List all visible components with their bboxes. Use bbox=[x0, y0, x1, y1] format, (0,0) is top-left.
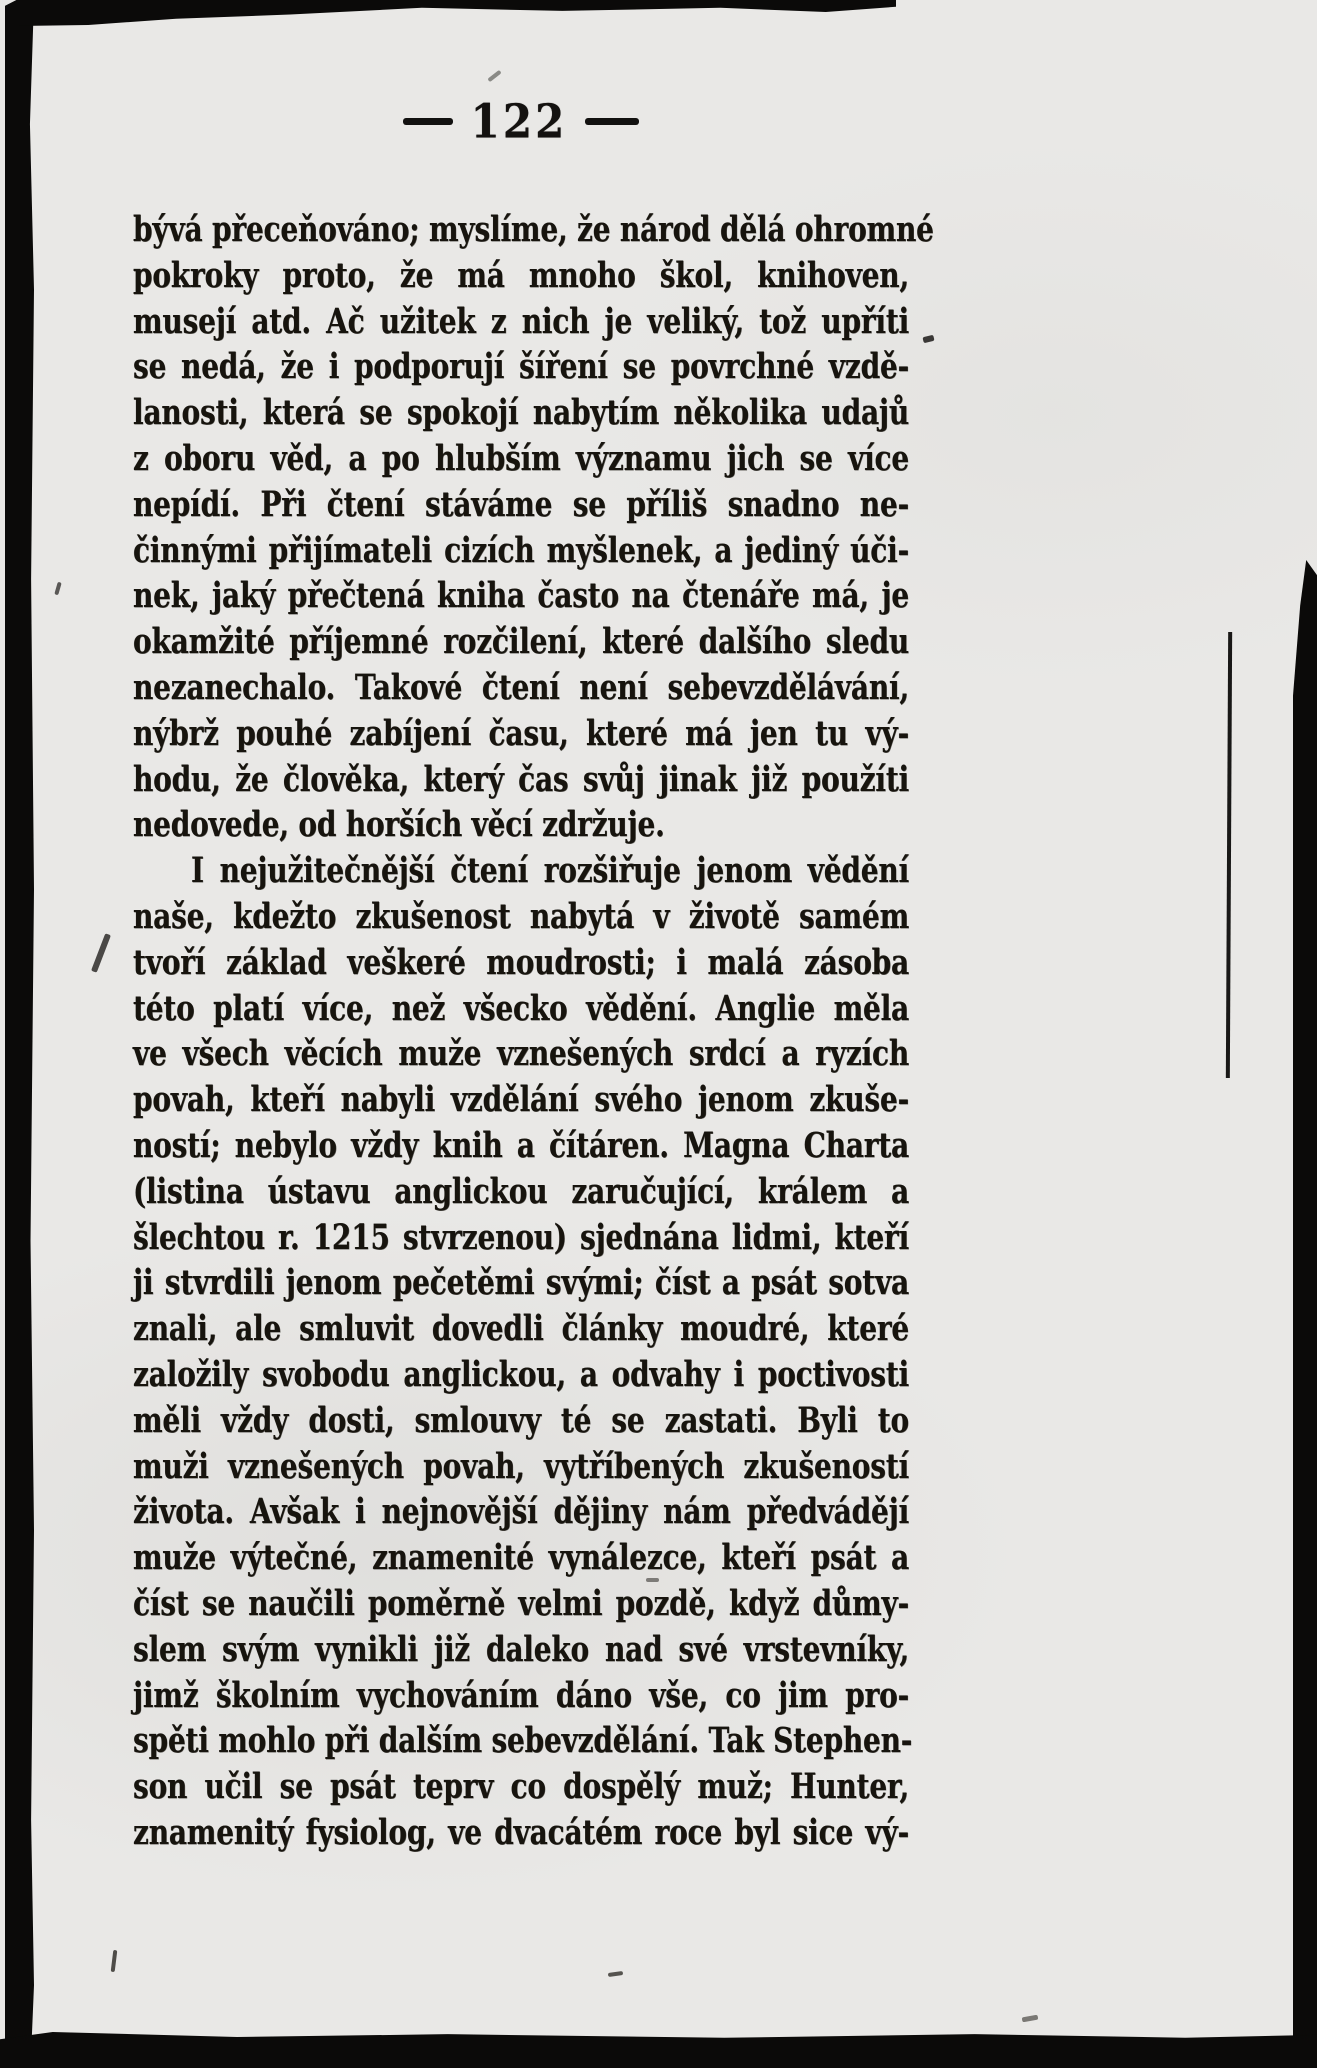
text-line: tvoří základ veškeré moudrosti; i malá zásoba bbox=[133, 942, 909, 983]
text-line: povah, kteří nabyli vzdělání svého jenom zkuše- bbox=[133, 1079, 909, 1120]
text-line: hodu, že člověka, který čas svůj jinak již použíti bbox=[133, 758, 909, 800]
text-line: číst se naučili poměrně velmi pozdě, když důmy- bbox=[133, 1583, 909, 1624]
scan-top-edge-line bbox=[18, 0, 896, 26]
text-line: ji stvrdili jenom pečetěmi svými; číst a psát sotva bbox=[133, 1262, 909, 1303]
scan-artifact-dash-right bbox=[1022, 2015, 1039, 2023]
text-line: založily svobodu anglickou, a odvahy i poctivosti bbox=[133, 1354, 909, 1395]
page-number bbox=[133, 88, 909, 154]
scan-artifact-dash-low bbox=[608, 1971, 623, 1977]
text-line: spěti mohlo při dalším sebevzdělání. Tak Stephen- bbox=[133, 1720, 913, 1761]
page-number-rule-left bbox=[403, 118, 453, 125]
text-line: měli vždy dosti, smlouvy té se zastati. Byli to bbox=[133, 1400, 909, 1441]
text-line: z oboru věd, a po hlubším významu jich se více bbox=[133, 438, 909, 479]
text-line: nezanechalo. Takové čtení není sebevzdělávání, bbox=[133, 667, 909, 708]
text-line: ností; nebylo vždy knih a čítáren. Magna Charta bbox=[133, 1125, 909, 1166]
scan-right-hairline bbox=[1226, 632, 1232, 1078]
text-line: I nejužitečnější čtení rozšiřuje jenom vědění bbox=[191, 850, 909, 891]
scan-bottom-border bbox=[0, 2032, 1317, 2068]
text-line: činnými přijímateli cizích myšlenek, a jediný úči- bbox=[133, 529, 909, 571]
text-line: života. Avšak i nejnovější dějiny nám předvádějí bbox=[133, 1491, 909, 1532]
text-line: naše, kdežto zkušenost nabytá v životě samém bbox=[133, 896, 909, 937]
text-line: pokroky proto, že má mnoho škol, knihoven, bbox=[133, 255, 909, 296]
text-line: se nedá, že i podporují šíření se povrchné vzdě- bbox=[133, 346, 909, 387]
text-line: šlechtou r. 1215 stvrzenou) sjednána lidmi, kteří bbox=[133, 1216, 909, 1258]
text-line: son učil se psát teprv co dospělý muž; Hunter, bbox=[133, 1766, 909, 1807]
text-line: nedovede, od horších věcí zdržuje. bbox=[133, 804, 665, 845]
text-line: okamžité příjemné rozčilení, které dalšího sledu bbox=[133, 621, 909, 662]
text-line: (listina ústavu anglickou zaručující, králem a bbox=[133, 1171, 909, 1212]
text-line: muže výtečné, znamenité vynálezce, kteří psát a bbox=[133, 1537, 909, 1578]
text-line: slem svým vynikli již daleko nad své vrstevníky, bbox=[133, 1628, 909, 1670]
text-line: této platí více, než všecko vědění. Anglie měla bbox=[133, 987, 909, 1029]
text-line: nýbrž pouhé zabíjení času, které má jen tu vý- bbox=[133, 713, 909, 754]
text-line: muži vznešených povah, vytříbených zkušeností bbox=[133, 1445, 909, 1487]
page-number-rule-right bbox=[585, 118, 639, 125]
page-number-text: 122 bbox=[470, 93, 568, 149]
text-line: ve všech věcích muže vznešených srdcí a ryzích bbox=[133, 1033, 909, 1074]
scan-artifact-speck bbox=[922, 335, 934, 343]
text-line: znali, ale smluvit dovedli články moudré, které bbox=[133, 1308, 909, 1349]
text-line: musejí atd. Ač užitek z nich je veliký, tož upříti bbox=[133, 300, 909, 342]
text-line: jimž školním vychováním dáno vše, co jim pro- bbox=[133, 1674, 909, 1716]
text-line: lanosti, která se spokojí nabytím několika udajů bbox=[133, 392, 909, 433]
scan-left-border bbox=[5, 0, 34, 2068]
scan-artifact-apostrophe bbox=[54, 582, 61, 596]
scan-artifact-backslash bbox=[91, 933, 111, 972]
paragraph bbox=[133, 207, 934, 848]
text-line: znamenitý fysiolog, ve dvacátém roce byl sice vý- bbox=[133, 1812, 909, 1853]
text-line: bývá přeceňováno; myslíme, že národ dělá ohromné bbox=[133, 209, 934, 250]
text-block bbox=[133, 207, 934, 1856]
text-line: nepídí. Při čtení stáváme se příliš snadno ne- bbox=[133, 484, 909, 525]
scan-artifact-tick-bottomleft bbox=[111, 1950, 118, 1972]
text-line: nek, jaký přečtená kniha často na čtenáře má, je bbox=[133, 575, 909, 616]
paragraph bbox=[133, 848, 913, 1856]
scan-right-border bbox=[1293, 560, 1317, 2068]
scan-artifact-tick bbox=[487, 70, 501, 82]
